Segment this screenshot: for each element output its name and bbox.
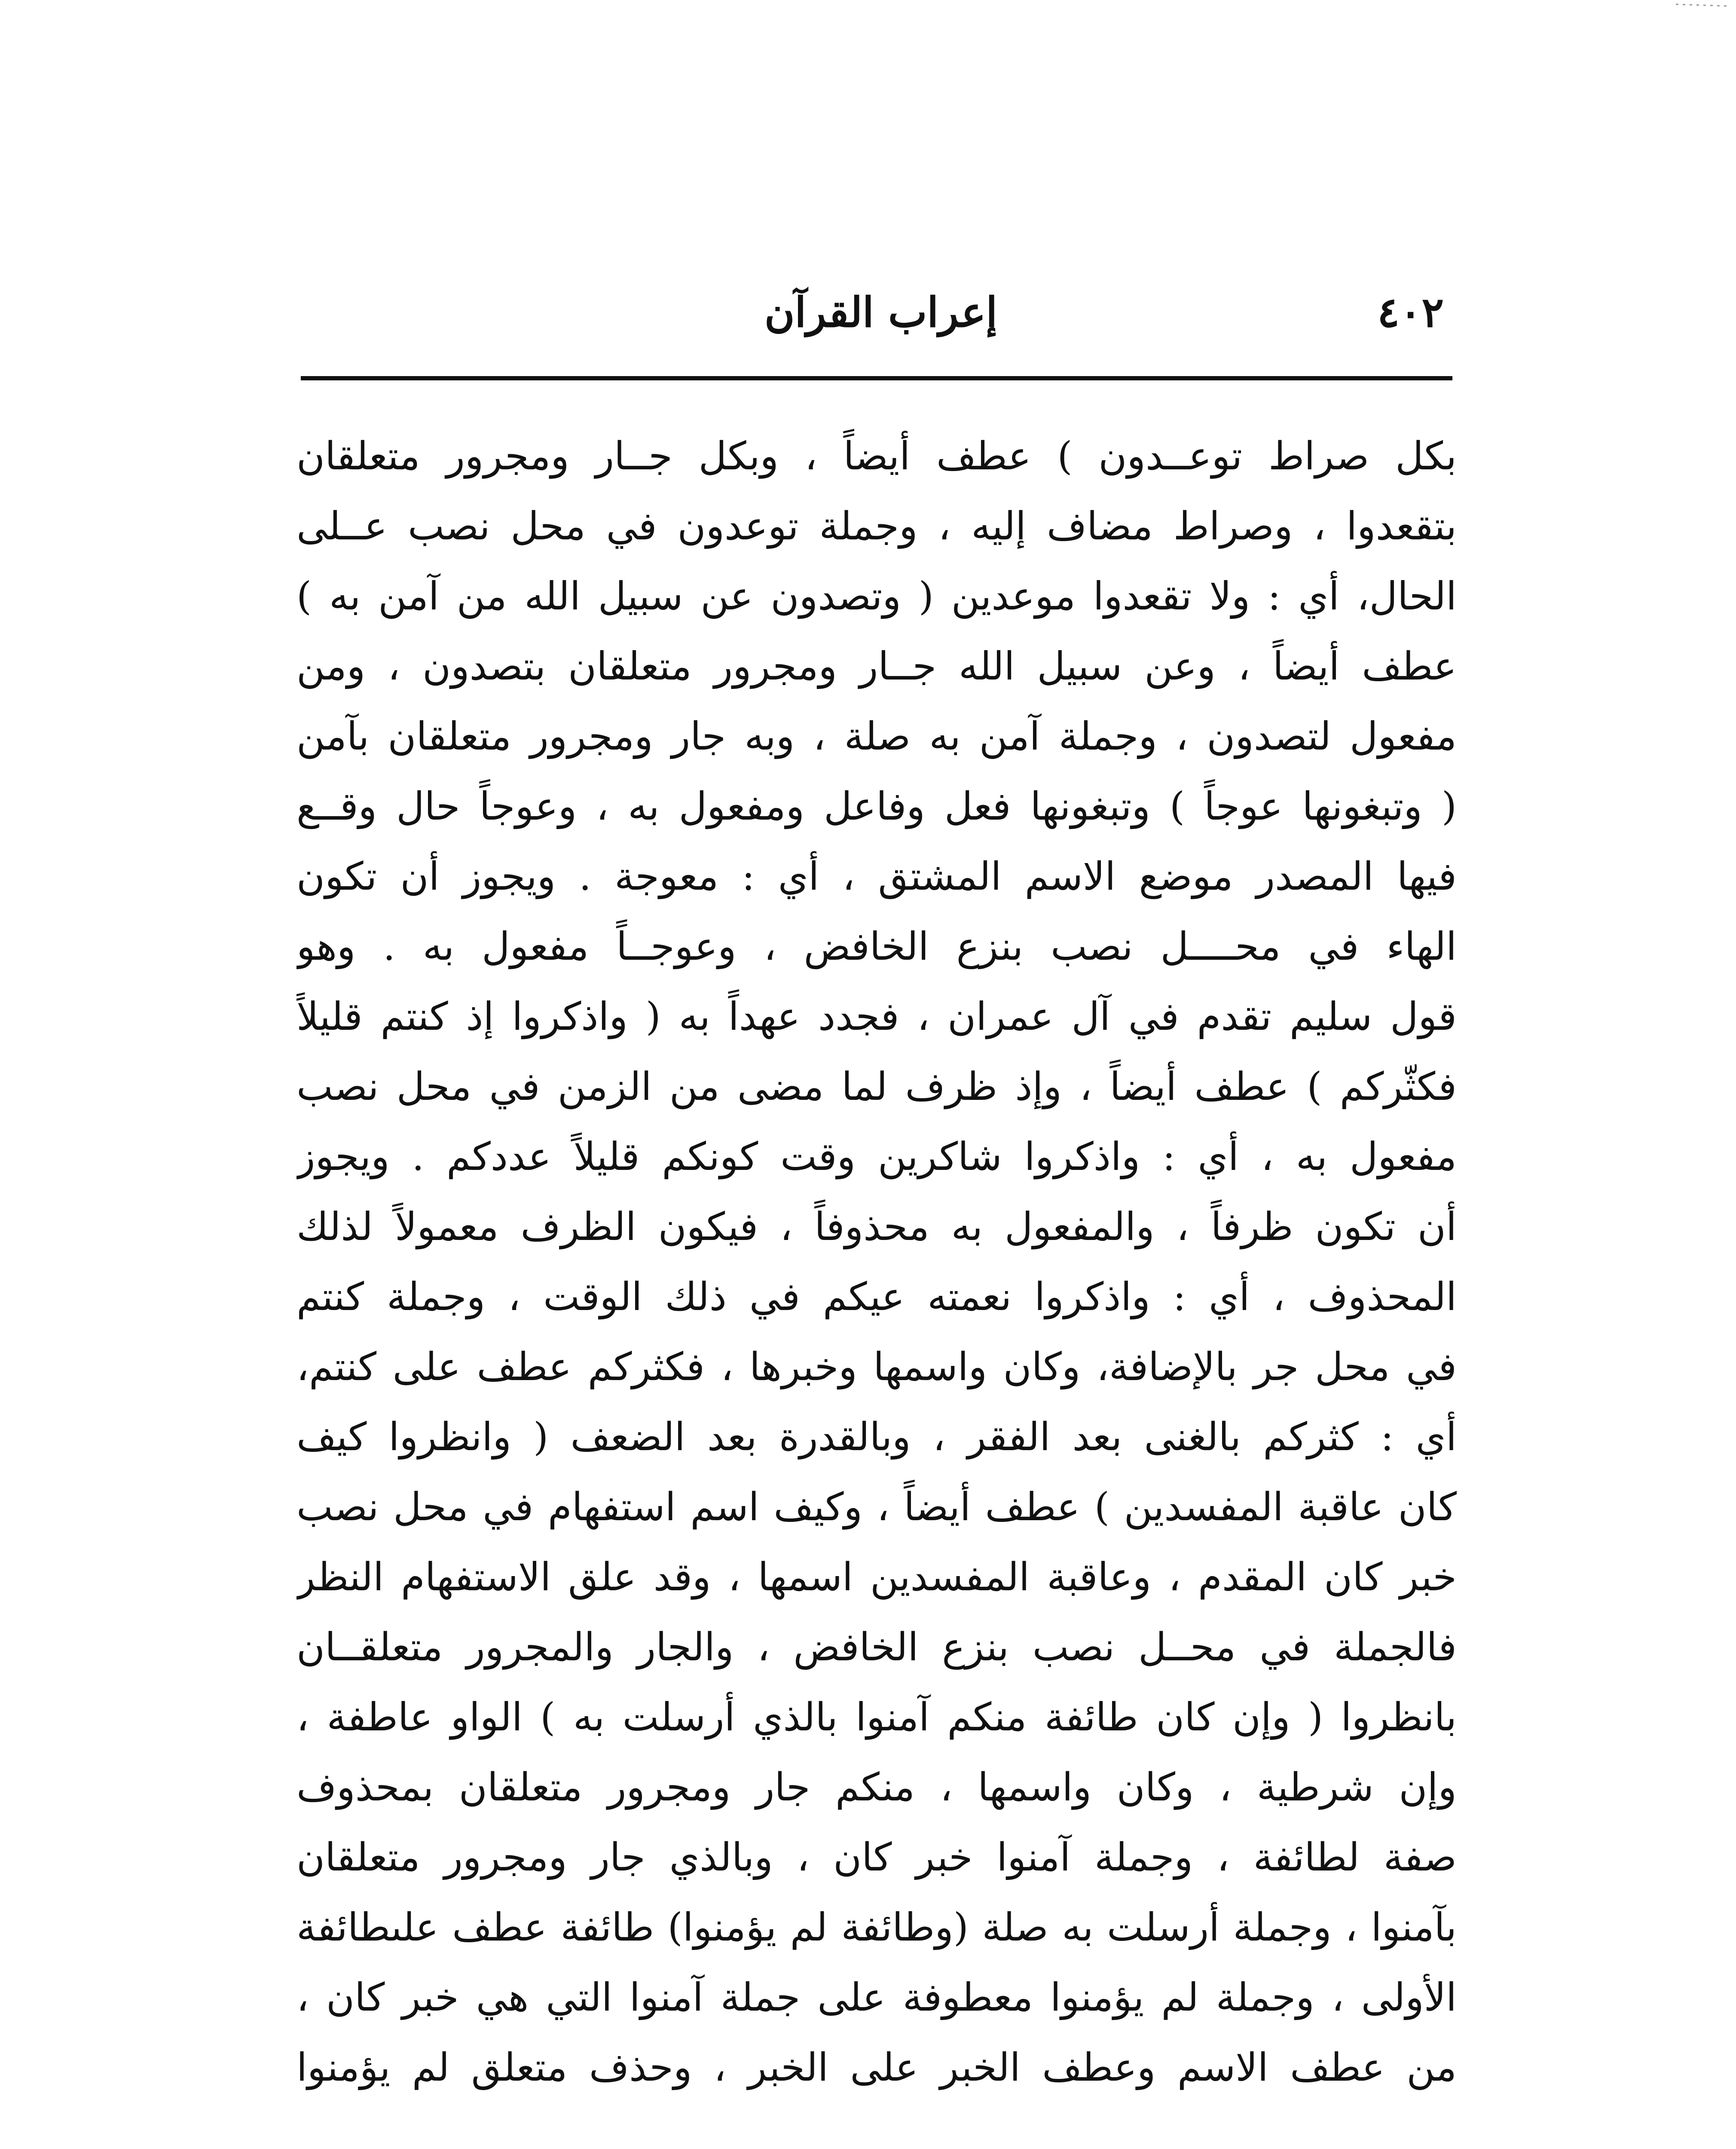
text-line: الهاء في محــــل نصب بنزع الخافض ، وعوجــاً مفعول به . وهو [296, 924, 1457, 969]
text-line: أي : كثركم بالغنى بعد الفقر ، وبالقدرة بعد الضعف ( وانظروا كيف [296, 1414, 1457, 1460]
text-line: خبر كان المقدم ، وعاقبة المفسدين اسمها ، وقد علق الاستفهام النظر [296, 1555, 1457, 1600]
text-line: المحذوف ، أي : واذكروا نعمته عيكم في ذلك الوقت ، وجملة كنتم [296, 1274, 1457, 1319]
text-line: بانظروا ( وإن كان طائفة منكم آمنوا بالذي أرسلت به ) الواو عاطفة ، [296, 1695, 1457, 1740]
text-line: كان عاقبة المفسدين ) عطف أيضاً ، وكيف اسم استفهام في محل نصب [296, 1485, 1457, 1530]
page-number: ٤٠٢ [1377, 288, 1444, 337]
text-line: بكل صراط توعــدون ) عطف أيضاً ، وبكل جــار ومجرور متعلقان [296, 434, 1457, 479]
text-line: فالجملة في محــل نصب بنزع الخافض ، والجار والمجرور متعلقــان [296, 1625, 1457, 1670]
text-line: بآمنوا ، وجملة أرسلت به صلة (وطائفة لم يؤمنوا) طائفة عطف علىطائفة [296, 1905, 1457, 1950]
text-line: في محل جر بالإضافة، وكان واسمها وخبرها ، فكثركم عطف على كنتم، [296, 1344, 1457, 1390]
body-text [296, 421, 1457, 2103]
text-line: أن تكون ظرفاً ، والمفعول به محذوفاً ، فيكون الظرف معمولاً لذلك [296, 1204, 1457, 1249]
text-line: قول سليم تقدم في آل عمران ، فجدد عهداً به ( واذكروا إذ كنتم قليلاً [296, 994, 1457, 1039]
text-line: ( وتبغونها عوجاً ) وتبغونها فعل وفاعل ومفعول به ، وعوجاً حال وقــع [296, 784, 1457, 829]
text-line: فكثّركم ) عطف أيضاً ، وإذ ظرف لما مضى من الزمن في محل نصب [296, 1064, 1457, 1109]
text-line: صفة لطائفة ، وجملة آمنوا خبر كان ، وبالذي جار ومجرور متعلقان [296, 1835, 1457, 1880]
text-line: مفعول لتصدون ، وجملة آمن به صلة ، وبه جار ومجرور متعلقان بآمن [296, 714, 1457, 759]
text-line: وإن شرطية ، وكان واسمها ، منكم جار ومجرور متعلقان بمحذوف [296, 1765, 1457, 1810]
text-line: عطف أيضاً ، وعن سبيل الله جــار ومجرور متعلقان بتصدون ، ومن [296, 644, 1457, 689]
text-line: مفعول به ، أي : واذكروا شاكرين وقت كونكم قليلاً عددكم . ويجوز [296, 1134, 1457, 1179]
header-rule [301, 376, 1452, 380]
text-line: بتقعدوا ، وصراط مضاف إليه ، وجملة توعدون في محل نصب عــلى [296, 504, 1457, 549]
page-header [301, 279, 1461, 352]
running-title: إعراب القرآن [764, 288, 997, 337]
text-line: فيها المصدر موضع الاسم المشتق ، أي : معوجة . ويجوز أن تكون [296, 854, 1457, 899]
text-line: من عطف الاسم وعطف الخبر على الخبر ، وحذف متعلق لم يؤمنوا [296, 2045, 1457, 2090]
text-line: الأولى ، وجملة لم يؤمنوا معطوفة على جملة آمنوا التي هي خبر كان ، [296, 1975, 1457, 2020]
text-line: الحال، أي : ولا تقعدوا موعدين ( وتصدون عن سبيل الله من آمن به ) [296, 574, 1457, 619]
